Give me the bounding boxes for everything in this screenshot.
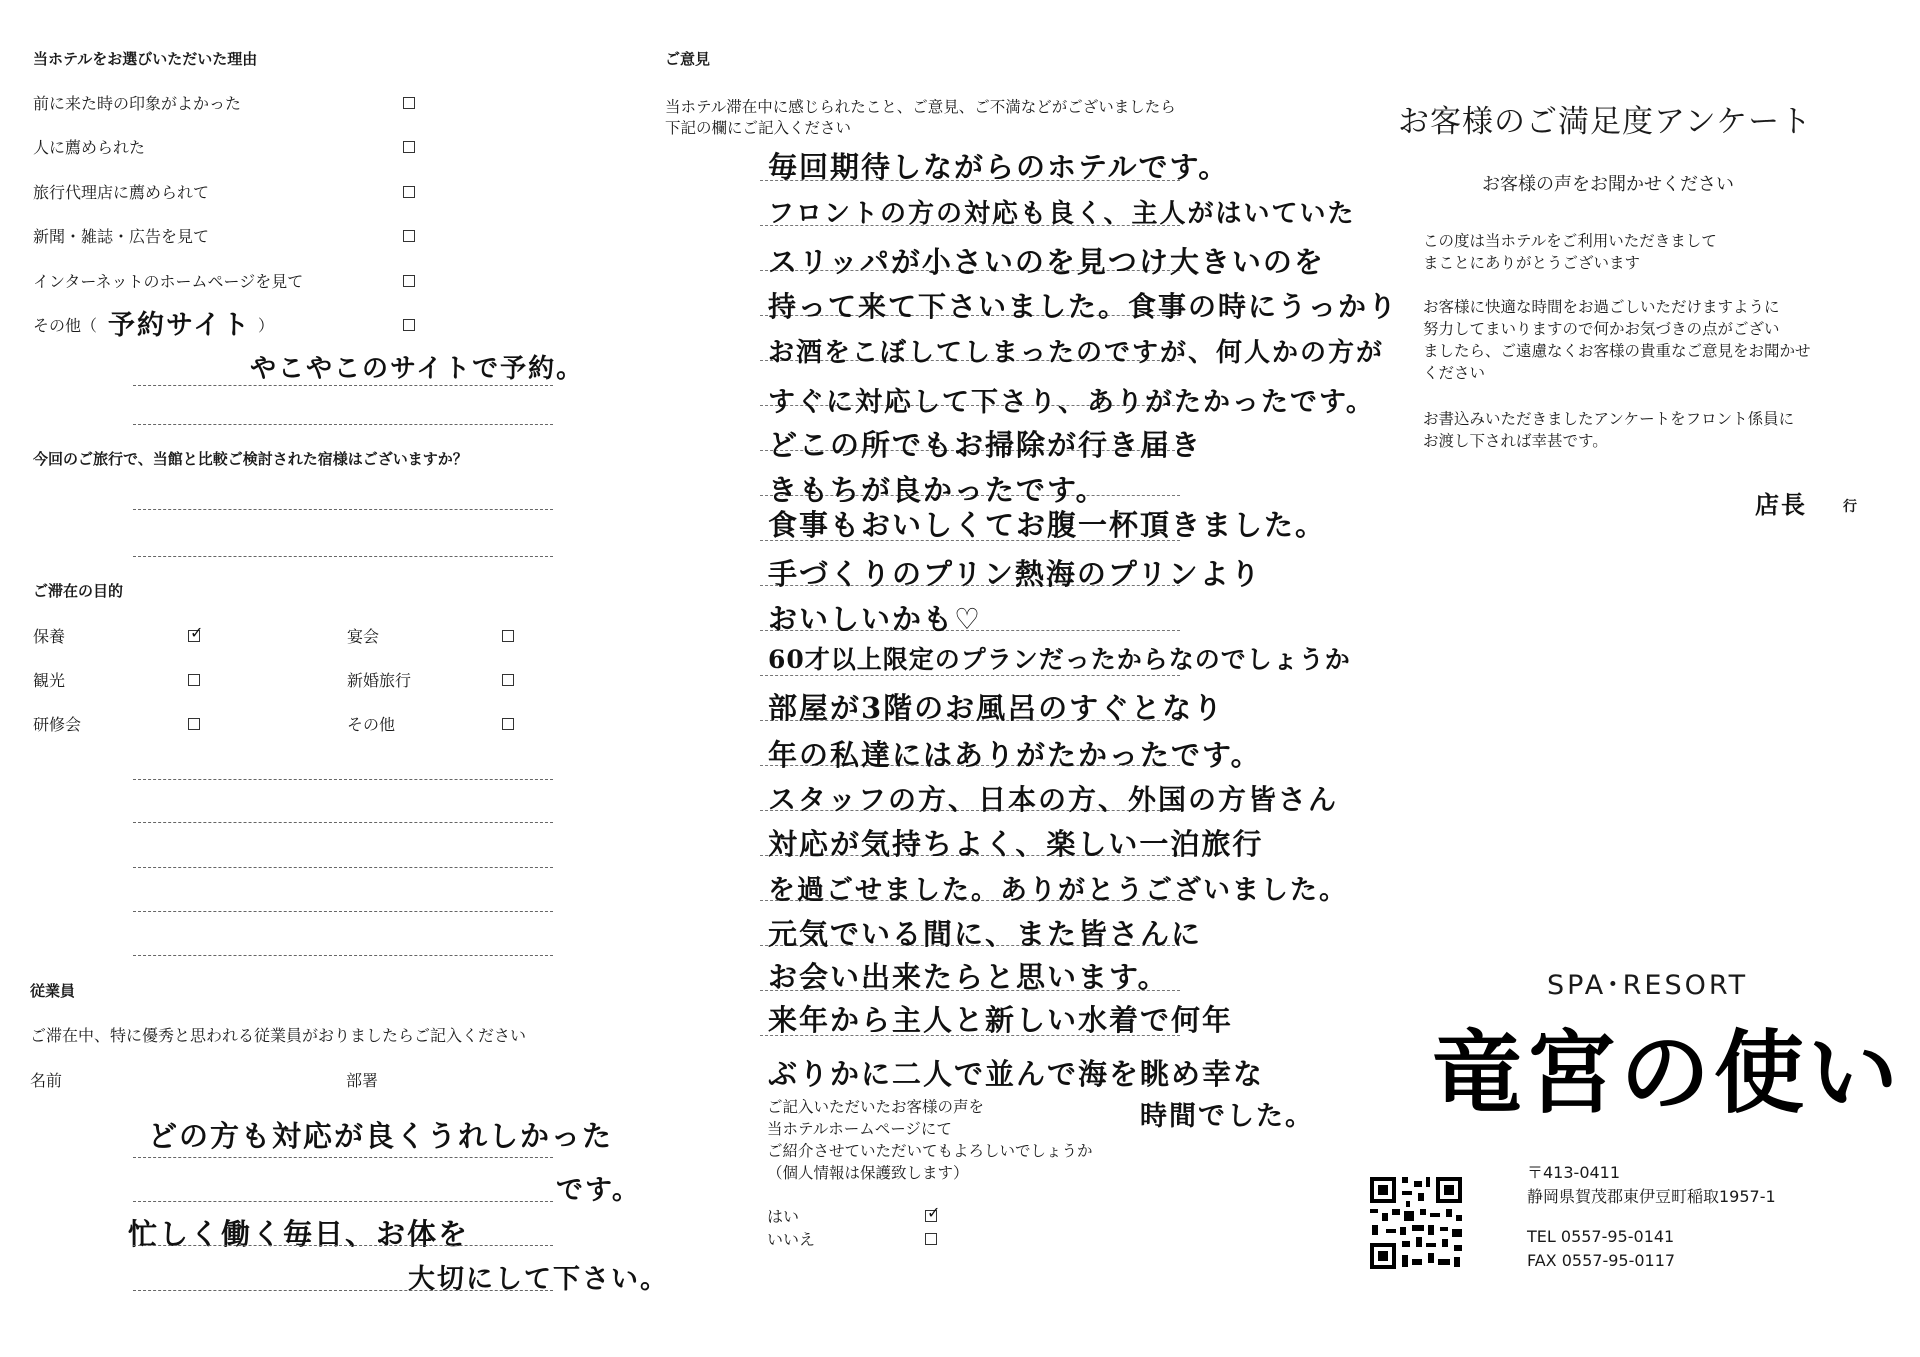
purpose-option-label: 保養 [33, 627, 66, 646]
qr-code-icon [1368, 1175, 1464, 1271]
opinion-handwritten-line: お酒をこぼしてしまったのですが、何人かの方が [768, 338, 1385, 368]
divider [133, 385, 553, 386]
intro-text: まことにありがとうございます [1423, 254, 1641, 272]
intro-text: お渡し下されば幸甚です。 [1423, 432, 1608, 450]
opinion-handwritten-line: スタッフの方、日本の方、外国の方皆さん [768, 783, 1339, 816]
purpose-option-label: 研修会 [33, 715, 82, 734]
publish-text: ご記入いただいたお客様の声を [767, 1098, 985, 1116]
reason-option-label: 前に来た時の印象がよかった [33, 94, 242, 113]
brand-logo: 竜宮の使い [1432, 1020, 1902, 1126]
intro-text: ましたら、ご遠慮なくお客様の貴重なご意見をお聞かせ [1423, 342, 1811, 360]
opinion-handwritten-line: 時間でした。 [1140, 1101, 1314, 1132]
divider [133, 779, 553, 780]
divider [133, 867, 553, 868]
contact-address: 静岡県賀茂郡東伊豆町稲取1957-1 [1527, 1187, 1776, 1206]
staff-handwritten: です。 [556, 1175, 641, 1206]
reason-checkbox[interactable] [403, 319, 415, 331]
publish-no-label: いいえ [767, 1230, 816, 1249]
opinion-handwritten-line: 対応が気持ちよく、楽しい一泊旅行 [768, 827, 1264, 861]
opinion-handwritten-line: 手づくりのプリン熱海のプリンより [768, 557, 1262, 591]
opinion-handwritten-line: 元気でいる間に、また皆さんに [768, 917, 1203, 951]
publish-yes-label: はい [767, 1207, 800, 1226]
survey-subtitle: お客様の声をお聞かせください [1482, 174, 1734, 195]
intro-text: 努力してまいりますので何かお気づきの点がござい [1423, 320, 1780, 338]
publish-text: 当ホテルホームページにて [767, 1120, 952, 1138]
opinion-handwritten-line: フロントの方の対応も良く、主人がはいていた [768, 199, 1356, 229]
divider [133, 424, 553, 425]
intro-text: お書込みいただきましたアンケートをフロント係員に [1423, 410, 1795, 428]
contact-tel: TEL 0557-95-0141 [1527, 1227, 1675, 1246]
reason-option-label: 新聞・雑誌・広告を見て [33, 227, 210, 246]
divider [133, 822, 553, 823]
survey-title: お客様のご満足度アンケート [1398, 104, 1813, 140]
opinion-handwritten-line: 食事もおいしくてお腹一杯頂きました。 [768, 508, 1327, 542]
staff-name-label: 名前 [30, 1071, 63, 1090]
publish-text: ご紹介させていただいてもよろしいでしょうか [767, 1142, 1093, 1160]
staff-handwritten: どの方も対応が良くうれしかった [148, 1119, 614, 1153]
reason-checkbox[interactable] [403, 230, 415, 242]
opinion-handwritten-line: どこの所でもお掃除が行き届き [768, 428, 1203, 462]
reason-option-label: 旅行代理店に薦められて [33, 183, 210, 202]
purpose-checkbox[interactable] [188, 718, 200, 730]
brand-tagline: SPA･RESORT [1547, 970, 1749, 1001]
intro-text: お客様に快適な時間をお過ごしいただけますように [1423, 298, 1780, 316]
opinion-handwritten-line: 来年から主人と新しい水着で何年 [768, 1003, 1234, 1037]
reason-checkbox[interactable] [403, 141, 415, 153]
opinion-handwritten-line: スリッパが小さいのを見つけ大きいのを [768, 245, 1325, 279]
divider [133, 911, 553, 912]
divider [133, 955, 553, 956]
staff-dept-label: 部署 [346, 1071, 379, 1090]
opinion-handwritten-line: 持って来て下さいました。食事の時にうっかり [768, 290, 1399, 323]
purpose-option-label: 新婚旅行 [347, 671, 412, 690]
reason-note-handwritten: やこやこのサイトで予約。 [250, 354, 585, 384]
opinion-handwritten-line: きもちが良かったです。 [768, 473, 1107, 507]
divider [133, 509, 553, 510]
compare-title: 今回のご旅行で、当館と比較ご検討された宿様はございますか？ [33, 450, 468, 468]
opinion-title: ご意見 [665, 50, 711, 68]
opinion-prompt: 当ホテル滞在中に感じられたこと、ご意見、ご不満などがございましたら [665, 98, 1176, 116]
divider [133, 556, 553, 557]
addressee-suffix: 行 [1843, 499, 1857, 515]
purpose-title: ご滞在の目的 [33, 582, 124, 600]
reason-other-handwritten: 予約サイト [108, 310, 252, 341]
purpose-checkbox[interactable] [188, 674, 200, 686]
purpose-checkbox[interactable] [502, 630, 514, 642]
opinion-handwritten-line: 60才以上限定のプランだったからなのでしょうか [768, 645, 1351, 674]
opinion-handwritten-line: ぶりかに二人で並んで海を眺め幸な [768, 1057, 1265, 1091]
purpose-option-label: 宴会 [347, 627, 380, 646]
staff-title: 従業員 [30, 982, 76, 1000]
publish-yes-checkbox[interactable] [925, 1210, 937, 1222]
purpose-checkbox[interactable] [502, 718, 514, 730]
reason-option-label: インターネットのホームページを見て [33, 272, 304, 291]
divider [133, 1201, 553, 1202]
divider [133, 1157, 553, 1158]
addressee-handwritten: 店長 [1755, 490, 1807, 519]
opinion-handwritten-line: すぐに対応して下さり、ありがたかったです。 [768, 387, 1375, 418]
contact-fax: FAX 0557-95-0117 [1527, 1251, 1676, 1270]
reason-checkbox[interactable] [403, 97, 415, 109]
reason-other-close: ） [258, 316, 275, 335]
purpose-option-label: その他 [347, 715, 396, 734]
opinion-prompt: 下記の欄にご記入ください [665, 119, 852, 137]
staff-handwritten: 大切にして下さい。 [408, 1264, 669, 1295]
reason-checkbox[interactable] [403, 186, 415, 198]
purpose-checkbox[interactable] [502, 674, 514, 686]
purpose-checkbox[interactable] [188, 630, 200, 642]
opinion-handwritten-line: 年の私達にはありがたかったです。 [768, 738, 1262, 772]
reason-checkbox[interactable] [403, 275, 415, 287]
contact-zip: 〒413-0411 [1527, 1163, 1621, 1182]
reason-option-label: その他（ [33, 316, 98, 335]
staff-handwritten: 忙しく働く毎日、お体を [128, 1217, 470, 1251]
opinion-handwritten-line: おいしいかも♡ [768, 602, 982, 636]
opinion-handwritten-line: 部屋が3階のお風呂のすぐとなり [768, 691, 1225, 725]
divider [133, 1290, 553, 1291]
publish-no-checkbox[interactable] [925, 1233, 937, 1245]
divider [133, 1245, 553, 1246]
opinion-handwritten-line: お会い出来たらと思います。 [768, 960, 1169, 994]
reason-title: 当ホテルをお選びいただいた理由 [33, 50, 258, 68]
purpose-option-label: 観光 [33, 671, 66, 690]
reason-option-label: 人に薦められた [33, 138, 146, 157]
opinion-handwritten-line: を過ごせました。ありがとうございました。 [768, 875, 1348, 906]
staff-prompt: ご滞在中、特に優秀と思われる従業員がおりましたらご記入ください [30, 1026, 527, 1045]
publish-text: （個人情報は保護致します） [767, 1164, 969, 1182]
opinion-handwritten-line: 毎回期待しながらのホテルです。 [768, 150, 1230, 184]
intro-text: ください [1423, 364, 1486, 382]
intro-text: この度は当ホテルをご利用いただきまして [1423, 232, 1717, 250]
